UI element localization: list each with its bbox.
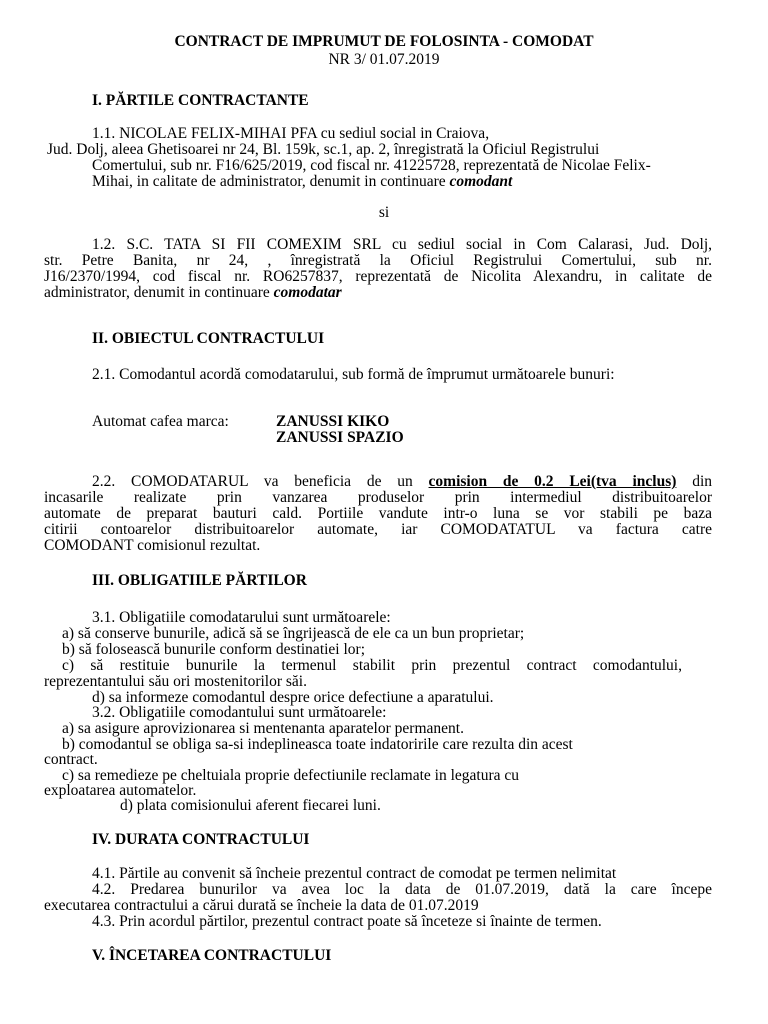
clause-1-2-line-3: J16/2370/1994, cod fiscal nr. RO6257837, reprezentată de Nicolita Alexandru, in calitate de: [44, 268, 712, 285]
clause-3-1-c-line-1: c) să restituie bunurile la termenul stabilit prin prezentul contract comodantului,: [62, 657, 682, 674]
item-zanussi-kiko: ZANUSSI KIKO: [276, 413, 390, 430]
clause-3-1: 3.1. Obligatiile comodatarului sunt următoarele:: [92, 609, 391, 626]
clause-2-2-line-3: automate de preparat bauturi cald. Portiile vandute intr-o luna se vor stabili pe baza: [44, 505, 712, 522]
clause-3-2-c-line-1: c) sa remedieze pe cheltuiala proprie defectiunile reclamate in legatura cu: [62, 767, 519, 784]
clause-1-1-line-2: Jud. Dolj, aleea Ghetisoarei nr 24, Bl. 159k, sc.1, ap. 2, înregistrată la Oficiul Registrului: [47, 141, 600, 158]
clause-1-1-line-3: Comertului, sub nr. F16/625/2019, cod fiscal nr. 41225728, reprezentată de Nicolae Felix-: [92, 157, 651, 174]
clause-3-2-d: d) plata comisionului aferent fiecarei luni.: [120, 797, 381, 814]
conjunction-si: si: [378, 204, 390, 221]
clause-2-2-line-5: COMODANT comisionul rezultat.: [44, 537, 261, 554]
clause-3-2-b-line-1: b) comodantul se obliga sa-si indeplineasca toate indatoririle care rezulta din acest: [62, 736, 573, 753]
clause-1-2-text: administrator, denumit in continuare: [44, 284, 274, 301]
clause-3-1-c-line-2: reprezentantului său ori mostenitorilor săi.: [44, 673, 307, 690]
contract-title: CONTRACT DE IMPRUMUT DE FOLOSINTA - COMODAT: [174, 33, 594, 50]
clause-1-2-line-4: [44, 285, 342, 301]
section-5-heading: V. ÎNCETAREA CONTRACTULUI: [92, 947, 332, 964]
section-3-heading: III. OBLIGATIILE PĂRTILOR: [92, 572, 307, 589]
clause-3-2: 3.2. Obligatiile comodantului sunt următoarele:: [92, 704, 387, 721]
clause-2-1: 2.1. Comodantul acordă comodatarului, sub formă de împrumut următoarele bunuri:: [92, 366, 615, 383]
contract-number: NR 3/ 01.07.2019: [328, 51, 440, 68]
clause-3-2-c-line-2: exploatarea automatelor.: [44, 782, 197, 799]
section-2-heading: II. OBIECTUL CONTRACTULUI: [92, 330, 325, 347]
clause-1-1-line-1: 1.1. NICOLAE FELIX-MIHAI PFA cu sediul social in Craiova,: [92, 125, 490, 142]
clause-2-2-line-4: citirii contoarelor distribuitoarelor automate, iar COMODATATUL va factura catre: [44, 521, 712, 538]
clause-3-2-b-line-2: contract.: [44, 751, 98, 768]
clause-3-1-b: b) să folosească bunurile conform destinatiei lor;: [62, 641, 366, 658]
section-1-heading: I. PĂRTILE CONTRACTANTE: [92, 92, 309, 109]
clause-4-1: 4.1. Părtile au convenit să încheie prezentul contract de comodat pe termen nelimitat: [92, 865, 617, 882]
clause-2-2-line-2: incasarile realizate prin vanzarea produselor prin intermediul distribuitoarelor: [44, 489, 712, 506]
clause-3-1-d: d) sa informeze comodantul despre orice defectiune a aparatului.: [92, 689, 494, 706]
clause-1-2-line-2: str. Petre Banita, nr 24, , înregistrată la Oficiul Registrului Comertului, sub nr.: [44, 252, 712, 269]
item-label: Automat cafea marca:: [92, 413, 229, 430]
item-zanussi-spazio: ZANUSSI SPAZIO: [276, 429, 404, 446]
clause-2-2-text-c: din: [676, 473, 712, 490]
clause-4-2-line-1: 4.2. Predarea bunurilor va avea loc la data de 01.07.2019, dată la care începe: [92, 881, 712, 898]
clause-2-2-line-1: [92, 474, 712, 490]
clause-1-2-line-1: 1.2. S.C. TATA SI FII COMEXIM SRL cu sediul social in Com Calarasi, Jud. Dolj,: [92, 236, 712, 253]
clause-4-3: 4.3. Prin acordul părtilor, prezentul contract poate să înceteze si înainte de termen.: [92, 913, 602, 930]
section-4-heading: IV. DURATA CONTRACTULUI: [92, 831, 310, 848]
clause-3-1-a: a) să conserve bunurile, adică să se îngrijească de ele ca un bun proprietar;: [62, 625, 525, 642]
clause-2-2-text-a: 2.2. COMODATARUL va beneficia de un: [92, 473, 429, 490]
clause-3-2-a: a) sa asigure aprovizionarea si mentenanta aparatelor permanent.: [62, 720, 464, 737]
clause-1-1-text: Mihai, in calitate de administrator, denumit in continuare: [92, 173, 450, 190]
clause-1-1-line-4: [92, 174, 512, 190]
clause-4-2-line-2: executarea contractului a cărui durată se încheie la data de 01.07.2019: [44, 897, 479, 914]
commission-amount: comision de 0.2 Lei(tva inclus): [428, 473, 677, 490]
comodatar-role: comodatar: [273, 284, 342, 301]
comodant-role: comodant: [449, 173, 513, 190]
